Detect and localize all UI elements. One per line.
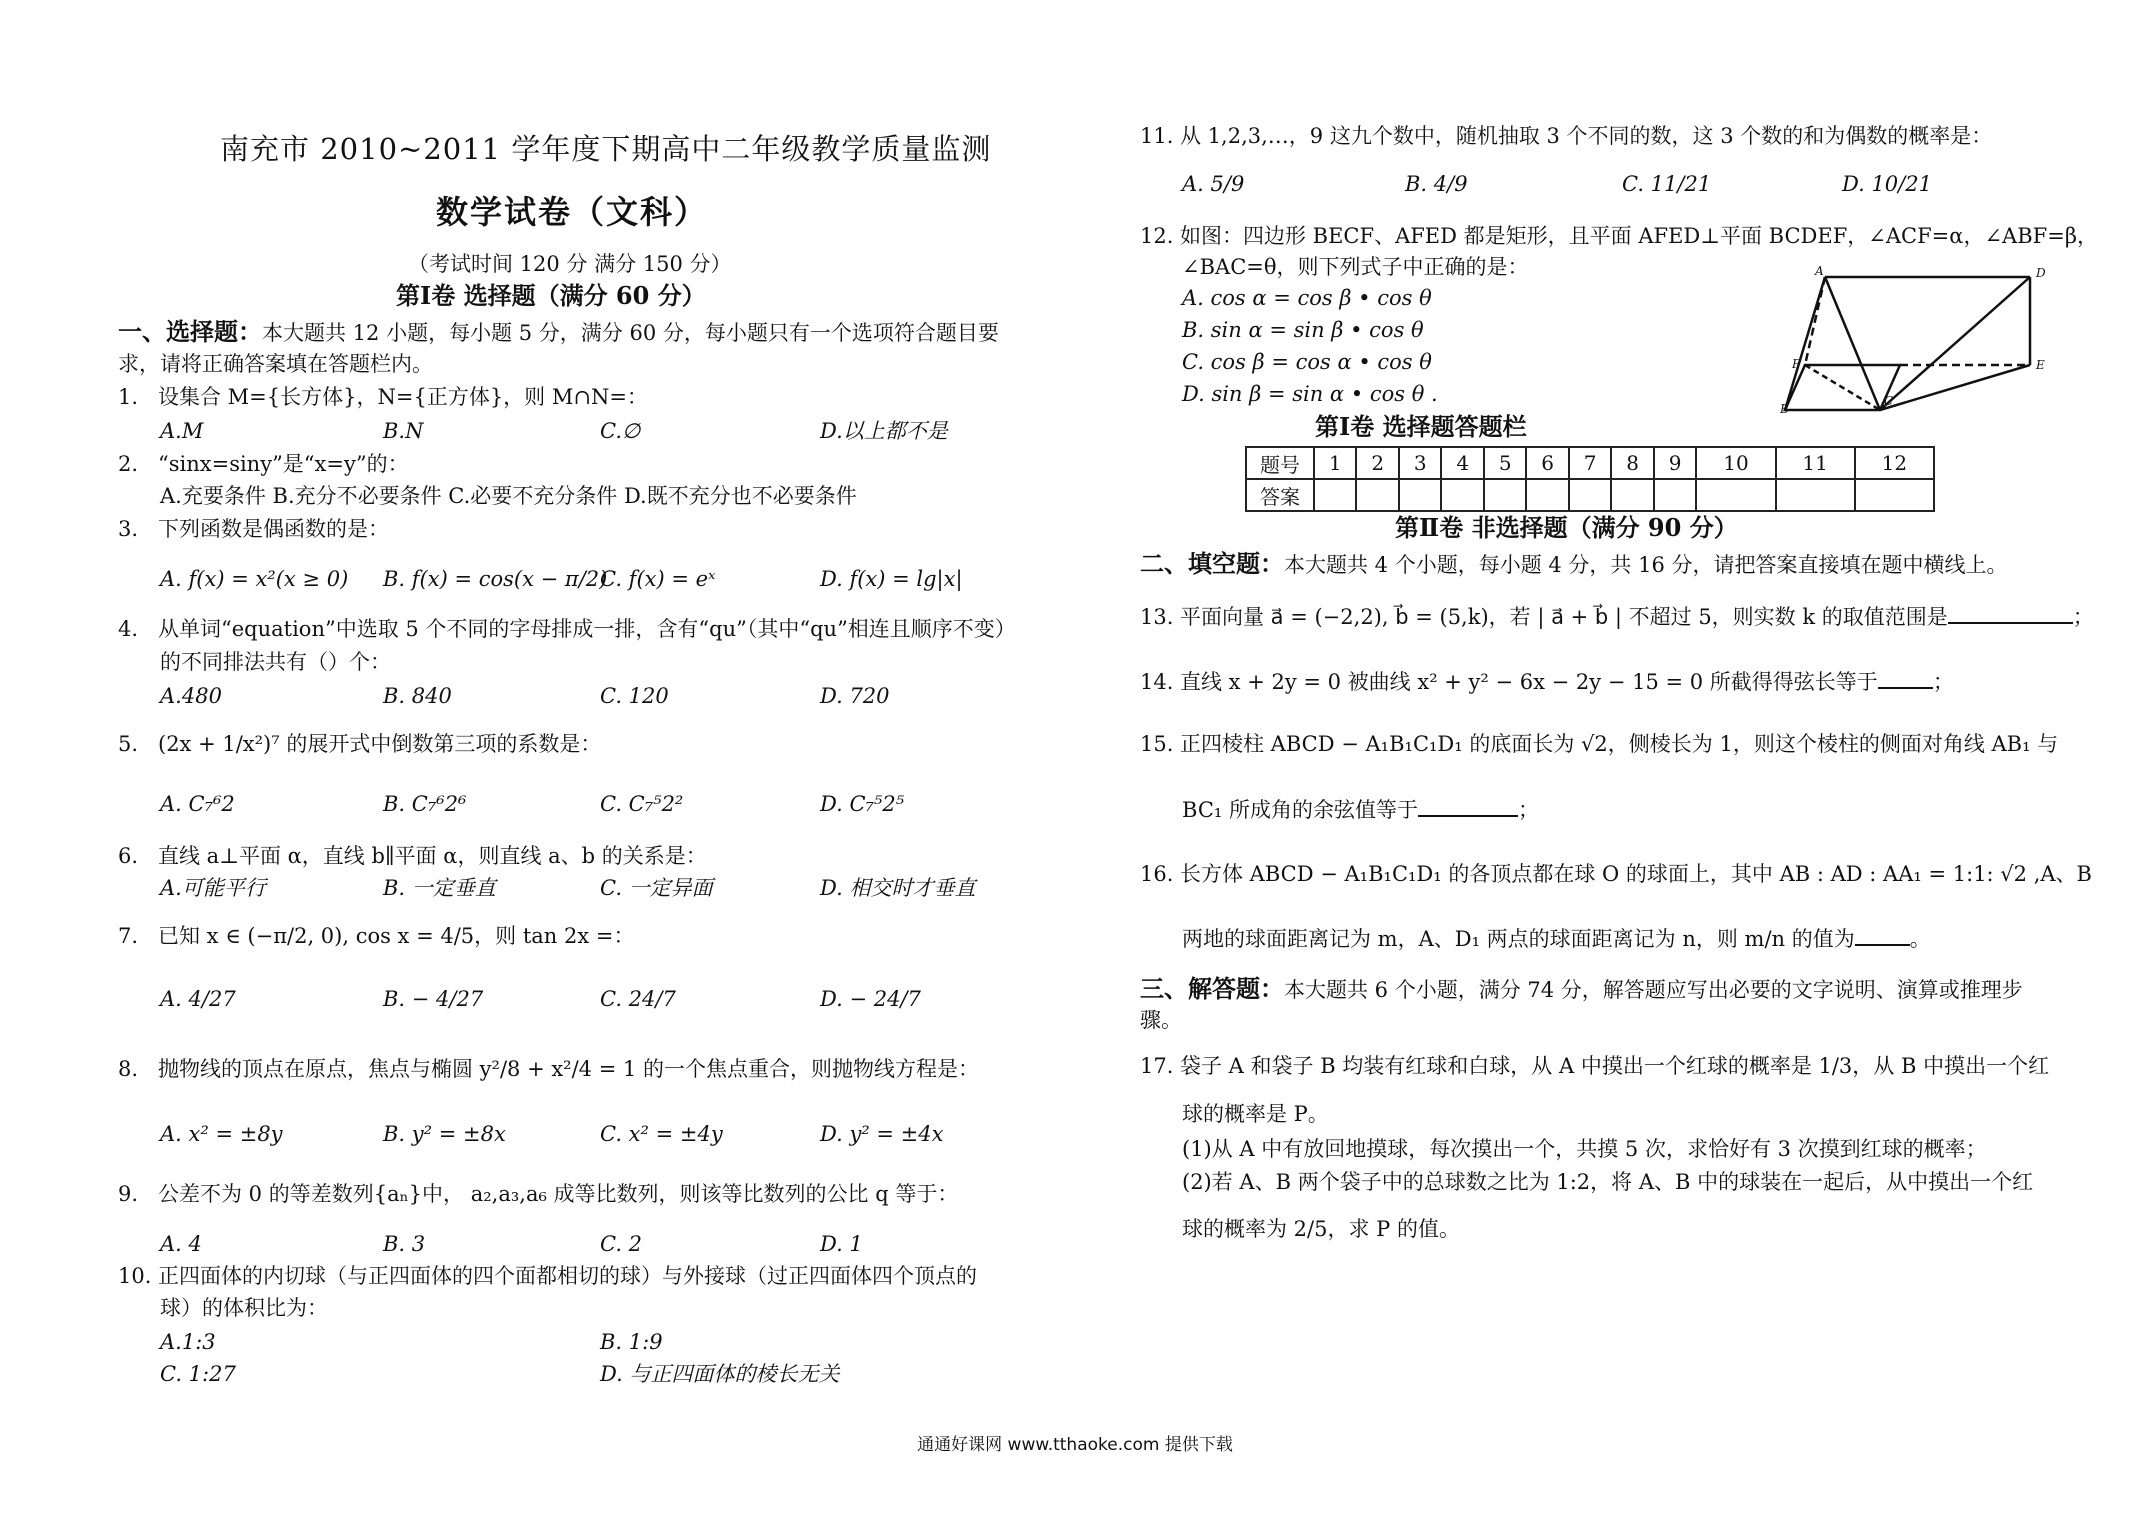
- answer-cell[interactable]: [1399, 479, 1441, 511]
- answer-number: 11: [1776, 447, 1855, 479]
- section3-intro-line1: 本大题共 6 个小题，满分 74 分，解答题应写出必要的文字说明、演算或推理步: [1284, 978, 2023, 1002]
- fill-13: [1140, 600, 2094, 631]
- answer-cell[interactable]: [1484, 479, 1526, 511]
- question-17: [1140, 1052, 2049, 1080]
- prism-figure: [1780, 265, 2060, 415]
- q11-option-c: C. 11/21: [1622, 172, 1712, 196]
- fill-16-line2: [1182, 922, 1931, 953]
- question-text: 两地的球面距离记为 m，A、D₁ 两点的球面距离记为 n，则 m/n 的值为: [1182, 927, 1855, 951]
- question-number: 2.: [118, 452, 139, 476]
- answer-cell[interactable]: [1696, 479, 1775, 511]
- question-end: ；: [1932, 670, 1954, 694]
- question-text: 从单词“equation”中选取 5 个不同的字母排成一排，含有“qu”（其中“qu”相连且顺序不变）: [158, 617, 1016, 641]
- answer-table-number-row: [1246, 447, 1934, 479]
- q10-option-d: D. 与正四面体的棱长无关: [600, 1362, 840, 1386]
- edge-CD: [1880, 277, 2030, 410]
- edge-CE: [1880, 365, 2030, 410]
- q11-option-a: A. 5/9: [1182, 172, 1245, 196]
- answer-blank[interactable]: [1855, 922, 1910, 946]
- q6-option-d: D. 相交时才垂直: [820, 876, 976, 900]
- question-number: 11.: [1140, 124, 1174, 148]
- answer-number: 1: [1314, 447, 1356, 479]
- label-F: F: [1792, 357, 1801, 371]
- section3-intro-line2: 骤。: [1140, 1008, 1182, 1032]
- question-3: [118, 515, 389, 543]
- q12-option-d: D. sin β = sin α • cos θ .: [1182, 382, 1438, 406]
- label-C: C: [1884, 394, 1894, 408]
- q4-option-a: A.480: [160, 684, 222, 708]
- section3-heading: 三、解答题：: [1140, 974, 1284, 1003]
- q11-option-d: D. 10/21: [1842, 172, 1932, 196]
- question-text: BC₁ 所成角的余弦值等于: [1182, 798, 1418, 822]
- q3-option-c: C. f(x) = eˣ: [600, 567, 716, 591]
- question-text: 公差不为 0 的等差数列{aₙ}中， a₂,a₃,a₆ 成等比数列，则该等比数列的公比 q 等于：: [158, 1182, 959, 1206]
- footer-credit: 通通好课网 www.tthaoke.com 提供下载: [917, 1435, 1233, 1455]
- answer-number: 12: [1855, 447, 1934, 479]
- answer-bar-title: 第Ⅰ卷 选择题答题栏: [1315, 412, 1527, 441]
- q10-text2: 球）的体积比为：: [160, 1296, 328, 1320]
- fill-14: [1140, 665, 1954, 696]
- q8-option-d: D. y² = ±4x: [820, 1122, 944, 1146]
- q3-option-b: B. f(x) = cos(x − π/2): [383, 567, 608, 591]
- q12-option-b: B. sin α = sin β • cos θ: [1182, 318, 1424, 342]
- q17-line2: 球的概率是 P。: [1182, 1102, 1329, 1126]
- q9-option-a: A. 4: [160, 1232, 202, 1256]
- answer-cell[interactable]: [1855, 479, 1934, 511]
- section1-intro-line2: 求，请将正确答案填在答题栏内。: [118, 352, 433, 376]
- answer-cell[interactable]: [1611, 479, 1653, 511]
- q10-option-b: B. 1:9: [600, 1330, 663, 1354]
- question-text: 已知 x ∈ (−π/2, 0), cos x = 4/5，则 tan 2x =：: [158, 924, 635, 948]
- q7-option-d: D. − 24/7: [820, 987, 921, 1011]
- question-number: 4.: [118, 617, 139, 641]
- q1-option-a: A.M: [160, 419, 204, 443]
- question-11: [1140, 122, 1992, 150]
- question-number: 10.: [118, 1264, 152, 1288]
- q11-option-b: B. 4/9: [1405, 172, 1468, 196]
- question-8: [118, 1055, 979, 1083]
- answer-number: 2: [1356, 447, 1398, 479]
- question-text: 设集合 M={长方体}，N={正方体}，则 M∩N=：: [158, 385, 648, 409]
- answer-number: 10: [1696, 447, 1775, 479]
- q5-option-d: D. C₇⁵2⁵: [820, 792, 905, 816]
- q1-option-d: D.以上都不是: [820, 419, 948, 443]
- answer-number: 5: [1484, 447, 1526, 479]
- question-text: 下列函数是偶函数的是：: [158, 517, 389, 541]
- q12-text2: ∠BAC=θ，则下列式子中正确的是：: [1182, 255, 1529, 279]
- question-text: 长方体 ABCD − A₁B₁C₁D₁ 的各顶点都在球 O 的球面上，其中 AB : AD : AA₁ = 1:1: √2 ,A、B: [1180, 862, 2092, 886]
- question-text: 袋子 A 和袋子 B 均装有红球和白球，从 A 中摸出一个红球的概率是 1/3，从 B 中摸出一个红: [1180, 1054, 2050, 1078]
- q2-options: A.充要条件 B.充分不必要条件 C.必要不充分条件 D.既不充分也不必要条件: [160, 484, 857, 508]
- question-7: [118, 922, 634, 950]
- section2-intro: [1140, 550, 2008, 579]
- question-text: 从 1,2,3,…，9 这九个数中，随机抽取 3 个不同的数，这 3 个数的和为偶数的概率是：: [1180, 124, 1993, 148]
- question-end: ；: [2072, 605, 2094, 629]
- answer-blank[interactable]: [1948, 600, 2073, 624]
- question-text: 如图：四边形 BECF、AFED 都是矩形，且平面 AFED⊥平面 BCDEF，∠ACF=α，∠ABF=β，: [1180, 224, 2098, 248]
- label-E: E: [2036, 358, 2045, 372]
- question-text: 抛物线的顶点在原点，焦点与椭圆 y²/8 + x²/4 = 1 的一个焦点重合，则抛物线方程是：: [158, 1057, 980, 1081]
- question-number: 9.: [118, 1182, 139, 1206]
- exam-title: 南充市 2010~2011 学年度下期高中二年级教学质量监测: [220, 132, 992, 166]
- question-10: [118, 1262, 977, 1290]
- q17-line5: 球的概率为 2/5，求 P 的值。: [1182, 1217, 1460, 1241]
- question-text: 直线 a⊥平面 α，直线 b∥平面 α，则直线 a、b 的关系是：: [158, 844, 707, 868]
- question-text: 平面向量 a⃗ = (−2,2), b⃗ = (5,k)，若 | a⃗ + b⃗ | 不超过 5，则实数 k 的取值范围是: [1180, 605, 1948, 629]
- question-12: [1140, 222, 2098, 250]
- q4-option-c: C. 120: [600, 684, 669, 708]
- q6-option-a: A.可能平行: [160, 876, 266, 900]
- answer-cell[interactable]: [1526, 479, 1568, 511]
- answer-number: 4: [1441, 447, 1483, 479]
- fill-15: [1140, 730, 2058, 758]
- question-text: (2x + 1/x²)⁷ 的展开式中倒数第三项的系数是：: [158, 732, 602, 756]
- q5-option-a: A. C₇⁶2: [160, 792, 235, 816]
- exam-subtitle: 数学试卷（文科）: [436, 193, 709, 231]
- section1-intro: [118, 318, 999, 347]
- answer-cell[interactable]: [1569, 479, 1611, 511]
- label-D: D: [2036, 266, 2046, 280]
- answer-cell[interactable]: [1776, 479, 1855, 511]
- q10-option-a: A.1:3: [160, 1330, 216, 1354]
- question-1: [118, 383, 648, 411]
- answer-cell[interactable]: [1356, 479, 1398, 511]
- question-number: 14.: [1140, 670, 1174, 694]
- q9-option-c: C. 2: [600, 1232, 643, 1256]
- fill-16: [1140, 860, 2092, 888]
- edge-FC: [1805, 365, 1880, 410]
- question-number: 12.: [1140, 224, 1174, 248]
- question-number: 8.: [118, 1057, 139, 1081]
- q6-option-b: B. 一定垂直: [383, 876, 496, 900]
- answer-number: 9: [1654, 447, 1696, 479]
- answer-number: 6: [1526, 447, 1568, 479]
- q3-option-d: D. f(x) = lg|x|: [820, 567, 963, 591]
- question-4: [118, 615, 1016, 643]
- question-text: 直线 x + 2y = 0 被曲线 x² + y² − 6x − 2y − 15 = 0 所截得得弦长等于: [1180, 670, 1878, 694]
- q4-option-d: D. 720: [820, 684, 890, 708]
- answer-table-header: 答案: [1246, 479, 1314, 511]
- question-number: 3.: [118, 517, 139, 541]
- section3-intro: [1140, 975, 2023, 1004]
- label-B: B: [1780, 402, 1789, 415]
- answer-cell[interactable]: [1441, 479, 1483, 511]
- q4-text2: 的不同排法共有（）个：: [160, 650, 391, 674]
- question-number: 13.: [1140, 605, 1174, 629]
- question-text: 正四面体的内切球（与正四面体的四个面都相切的球）与外接球（过正四面体四个顶点的: [158, 1264, 977, 1288]
- q8-option-c: C. x² = ±4y: [600, 1122, 723, 1146]
- q4-option-b: B. 840: [383, 684, 452, 708]
- label-A: A: [1815, 265, 1824, 278]
- q12-option-a: A. cos α = cos β • cos θ: [1182, 286, 1432, 310]
- answer-number: 3: [1399, 447, 1441, 479]
- q9-option-b: B. 3: [383, 1232, 426, 1256]
- q8-option-a: A. x² = ±8y: [160, 1122, 283, 1146]
- q7-option-a: A. 4/27: [160, 987, 236, 1011]
- exam-info: （考试时间 120 分 满分 150 分）: [408, 252, 732, 276]
- fill-15-line2: [1182, 793, 1539, 824]
- answer-cell[interactable]: [1314, 479, 1356, 511]
- question-text: 正四棱柱 ABCD − A₁B₁C₁D₁ 的底面长为 √2，侧棱长为 1，则这个棱柱的侧面对角线 AB₁ 与: [1180, 732, 2059, 756]
- q7-option-b: B. − 4/27: [383, 987, 484, 1011]
- question-end: 。: [1909, 927, 1931, 951]
- question-number: 17.: [1140, 1054, 1174, 1078]
- question-number: 15.: [1140, 732, 1174, 756]
- q9-option-d: D. 1: [820, 1232, 863, 1256]
- question-2: [118, 450, 409, 478]
- answer-number: 8: [1611, 447, 1653, 479]
- question-6: [118, 842, 707, 870]
- question-5: [118, 730, 601, 758]
- q17-line4: (2)若 A、B 两个袋子中的总球数之比为 1:2，将 A、B 中的球装在一起后，从中摸出一个红: [1182, 1170, 2034, 1194]
- edge-AC: [1825, 277, 1880, 410]
- section2-intro-text: 本大题共 4 个小题，每小题 4 分，共 16 分，请把答案直接填在题中横线上。: [1284, 553, 2008, 577]
- section1-heading: 一、选择题：: [118, 317, 262, 346]
- q5-option-b: B. C₇⁶2⁶: [383, 792, 467, 816]
- q3-option-a: A. f(x) = x²(x ≥ 0): [160, 567, 349, 591]
- question-number: 5.: [118, 732, 139, 756]
- q17-line3: (1)从 A 中有放回地摸球，每次摸出一个，共摸 5 次，求恰好有 3 次摸到红球的概率；: [1182, 1137, 1987, 1161]
- q10-option-c: C. 1:27: [160, 1362, 236, 1386]
- question-number: 6.: [118, 844, 139, 868]
- part1-title: 第Ⅰ卷 选择题（满分 60 分）: [396, 281, 706, 310]
- question-number: 1.: [118, 385, 139, 409]
- q6-option-c: C. 一定异面: [600, 876, 713, 900]
- question-number: 16.: [1140, 862, 1174, 886]
- q1-option-c: C.∅: [600, 419, 641, 443]
- edge-AF: [1805, 277, 1825, 365]
- section2-heading: 二、填空题：: [1140, 549, 1284, 578]
- section1-intro-line1: 本大题共 12 小题，每小题 5 分，满分 60 分，每小题只有一个选项符合题目要: [262, 321, 999, 345]
- q5-option-c: C. C₇⁵2²: [600, 792, 684, 816]
- answer-cell[interactable]: [1654, 479, 1696, 511]
- answer-table-answer-row: [1246, 479, 1934, 511]
- question-text: “sinx=siny”是“x=y”的：: [158, 452, 409, 476]
- answer-table-header: 题号: [1246, 447, 1314, 479]
- question-number: 7.: [118, 924, 139, 948]
- q12-option-c: C. cos β = cos α • cos θ: [1182, 350, 1432, 374]
- q8-option-b: B. y² = ±8x: [383, 1122, 506, 1146]
- answer-blank[interactable]: [1878, 665, 1933, 689]
- answer-table: [1245, 446, 1935, 512]
- answer-number: 7: [1569, 447, 1611, 479]
- question-9: [118, 1180, 958, 1208]
- q7-option-c: C. 24/7: [600, 987, 676, 1011]
- q1-option-b: B.N: [383, 419, 424, 443]
- edge-AB: [1785, 277, 1825, 410]
- question-end: ；: [1517, 798, 1539, 822]
- answer-blank[interactable]: [1418, 793, 1518, 817]
- part2-title: 第Ⅱ卷 非选择题（满分 90 分）: [1395, 513, 1738, 542]
